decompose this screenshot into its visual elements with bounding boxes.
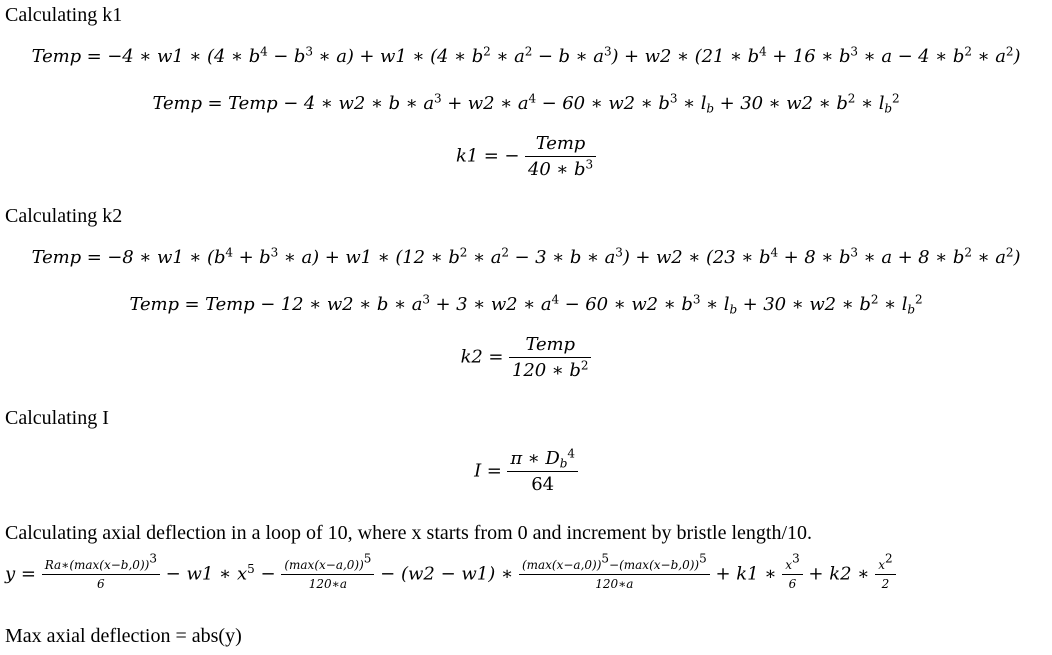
- max-deflection-line: Max axial deflection = abs(y): [5, 625, 242, 647]
- k1-temp-equation-2: Temp = Temp − 4 ∗ w2 ∗ b ∗ $a^3 + w2$ ∗ $a^4 - 60$ ∗ w2 ∗ $b^3$ ∗ $l_b + 30$ ∗ w2 ∗ $b^2$ ∗ $l_b^2$: [152, 91, 900, 116]
- axial-deflection-equation: y = $\frac{Ra∗(\max(x-b,0))^3}{6}$ − w1 ∗ $x^5$ − $\frac{(\max(x-a,0))^5}{120∗a}$ − (w2 − w1) ∗ $\frac{(\max(x-a,0))^5-(\max(x-b,0))^5}{120∗a}$ + k1 ∗ $\frac{x^3}{6}$ + k2 ∗ $\frac{x^2}{2}$: [5, 558, 1045, 591]
- heading-I: Calculating I: [5, 407, 109, 429]
- k1-temp-equation-1: Temp = −4 ∗ w1 ∗ (4 ∗ $b^4 - b^3$ ∗ a) + w1 ∗ (4 ∗ $b^2$ ∗ $a^2 - b$ ∗ $a^3) + w2$ ∗ (21 ∗ $b^4 + 16$ ∗ $b^3$ ∗ a − 4 ∗ $b^2$ ∗ $a^2$): [31, 44, 1021, 67]
- k2-equation: k2 = $\frac{\text{Temp}}{120 ∗ b^2}$: [0, 334, 1052, 381]
- k2-temp-equation-2: Temp = Temp − 12 ∗ w2 ∗ b ∗ $a^3 + 3$ ∗ w2 ∗ $a^4 - 60$ ∗ w2 ∗ $b^3$ ∗ $l_b + 30$ ∗ w2 ∗ $b^2$ ∗ $l_b^2$: [129, 292, 923, 317]
- k2-temp-equation-1: Temp = −8 ∗ w1 ∗ ($b^4 + b^3$ ∗ a) + w1 ∗ (12 ∗ $b^2$ ∗ $a^2 - 3$ ∗ b ∗ $a^3) + w2$ ∗ (23 ∗ $b^4 + 8$ ∗ $b^3$ ∗ a + 8 ∗ $b^2$ ∗ $a^2$): [31, 245, 1021, 268]
- loop-description: Calculating axial deflection in a loop of 10, where x starts from 0 and increment by bristle length/10.: [5, 522, 813, 544]
- moment-of-inertia-equation: I = $\frac{\pi ∗ D_b^4}{64}$: [0, 448, 1052, 495]
- heading-k1: Calculating k1: [5, 4, 123, 26]
- heading-k2: Calculating k2: [5, 205, 123, 227]
- k1-equation: k1 = − $\frac{\text{Temp}}{40 ∗ b^3}$: [0, 133, 1052, 180]
